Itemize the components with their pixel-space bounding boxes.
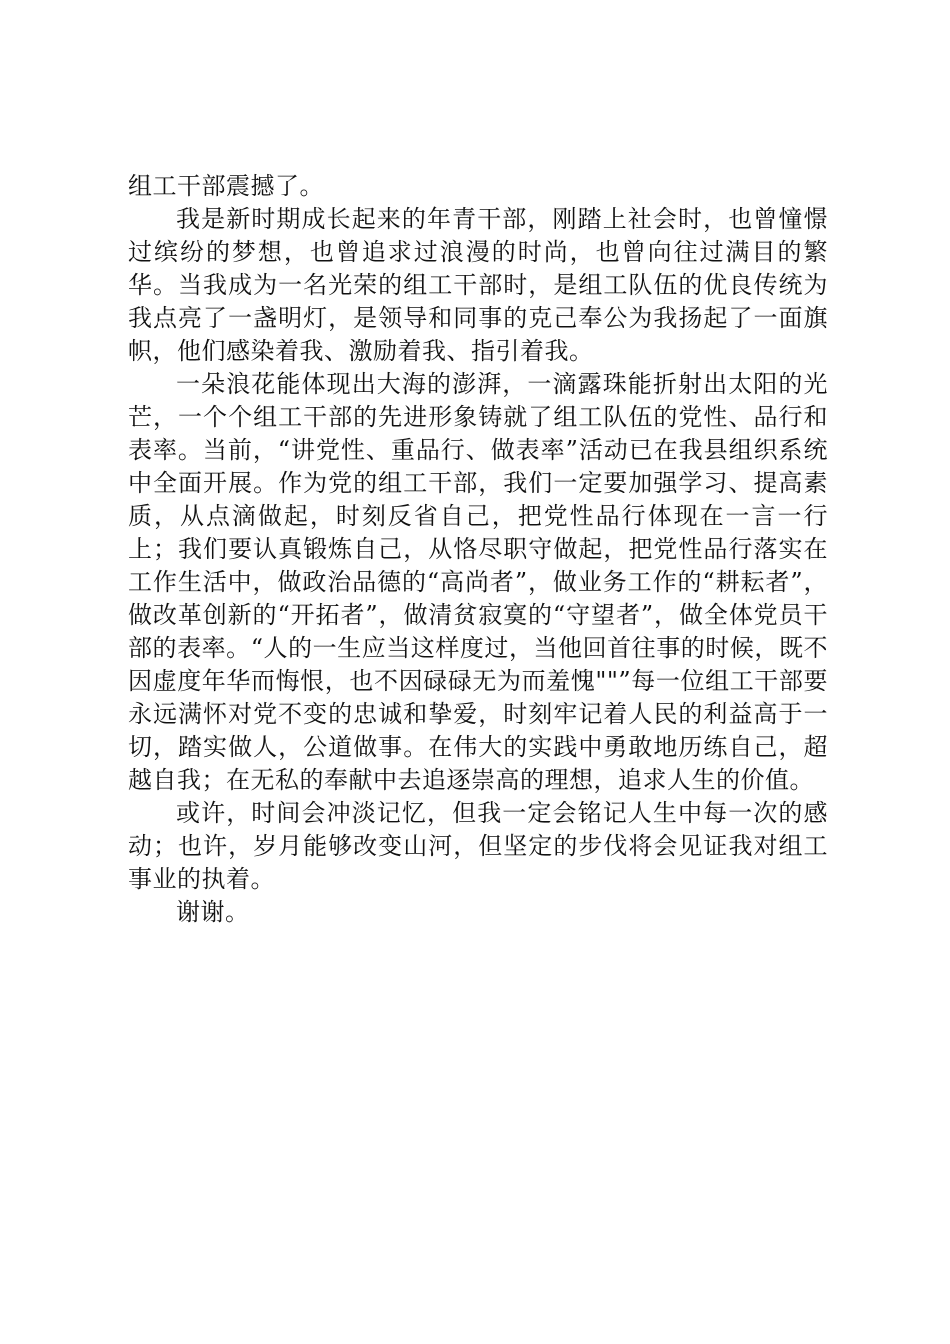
paragraph-young-cadre: 我是新时期成长起来的年青干部，刚踏上社会时，也曾憧憬过缤纷的梦想，也曾追求过浪漫的时尚，也曾向往过满目的繁华。当我成为一名光荣的组工干部时，是组工队伍的优良传统为我点亮了一盏明灯，是领导和同事的克己奉公为我扬起了一面旗帜，他们感染着我、激励着我、指引着我。 bbox=[128, 205, 828, 365]
document-body bbox=[128, 170, 828, 929]
paragraph-continuation: 组工干部震撼了。 bbox=[128, 172, 324, 200]
paragraph-time-and-memory: 或许，时间会冲淡记忆，但我一定会铭记人生中每一次的感动；也许，岁月能够改变山河，但坚定的步伐将会见证我对组工事业的执着。 bbox=[128, 799, 828, 893]
paragraph-wave-and-dew: 一朵浪花能体现出大海的澎湃，一滴露珠能折射出太阳的光芒，一个个组工干部的先进形象铸就了组工队伍的党性、品行和表率。当前，“讲党性、重品行、做表率”活动已在我县组织系统中全面开展。作为党的组工干部，我们一定要加强学习、提高素质，从点滴做起，时刻反省自己，把党性品行体现在一言一行上；我们要认真锻炼自己，从恪尽职守做起，把党性品行落实在工作生活中，做政治品德的“高尚者”，做业务工作的“耕耘者”，做改革创新的“开拓者”，做清贫寂寞的“守望者”，做全体党员干部的表率。“人的一生应当这样度过，当他回首往事的时候，既不因虚度年华而悔恨，也不因碌碌无为而羞愧""”每一位组工干部要永远满怀对党不变的忠诚和挚爱，时刻牢记着人民的利益高于一切，踏实做人，公道做事。在伟大的实践中勇敢地历练自己，超越自我；在无私的奉献中去追逐崇高的理想，追求人生的价值。 bbox=[128, 370, 828, 794]
paragraph-thanks: 谢谢。 bbox=[176, 898, 250, 926]
